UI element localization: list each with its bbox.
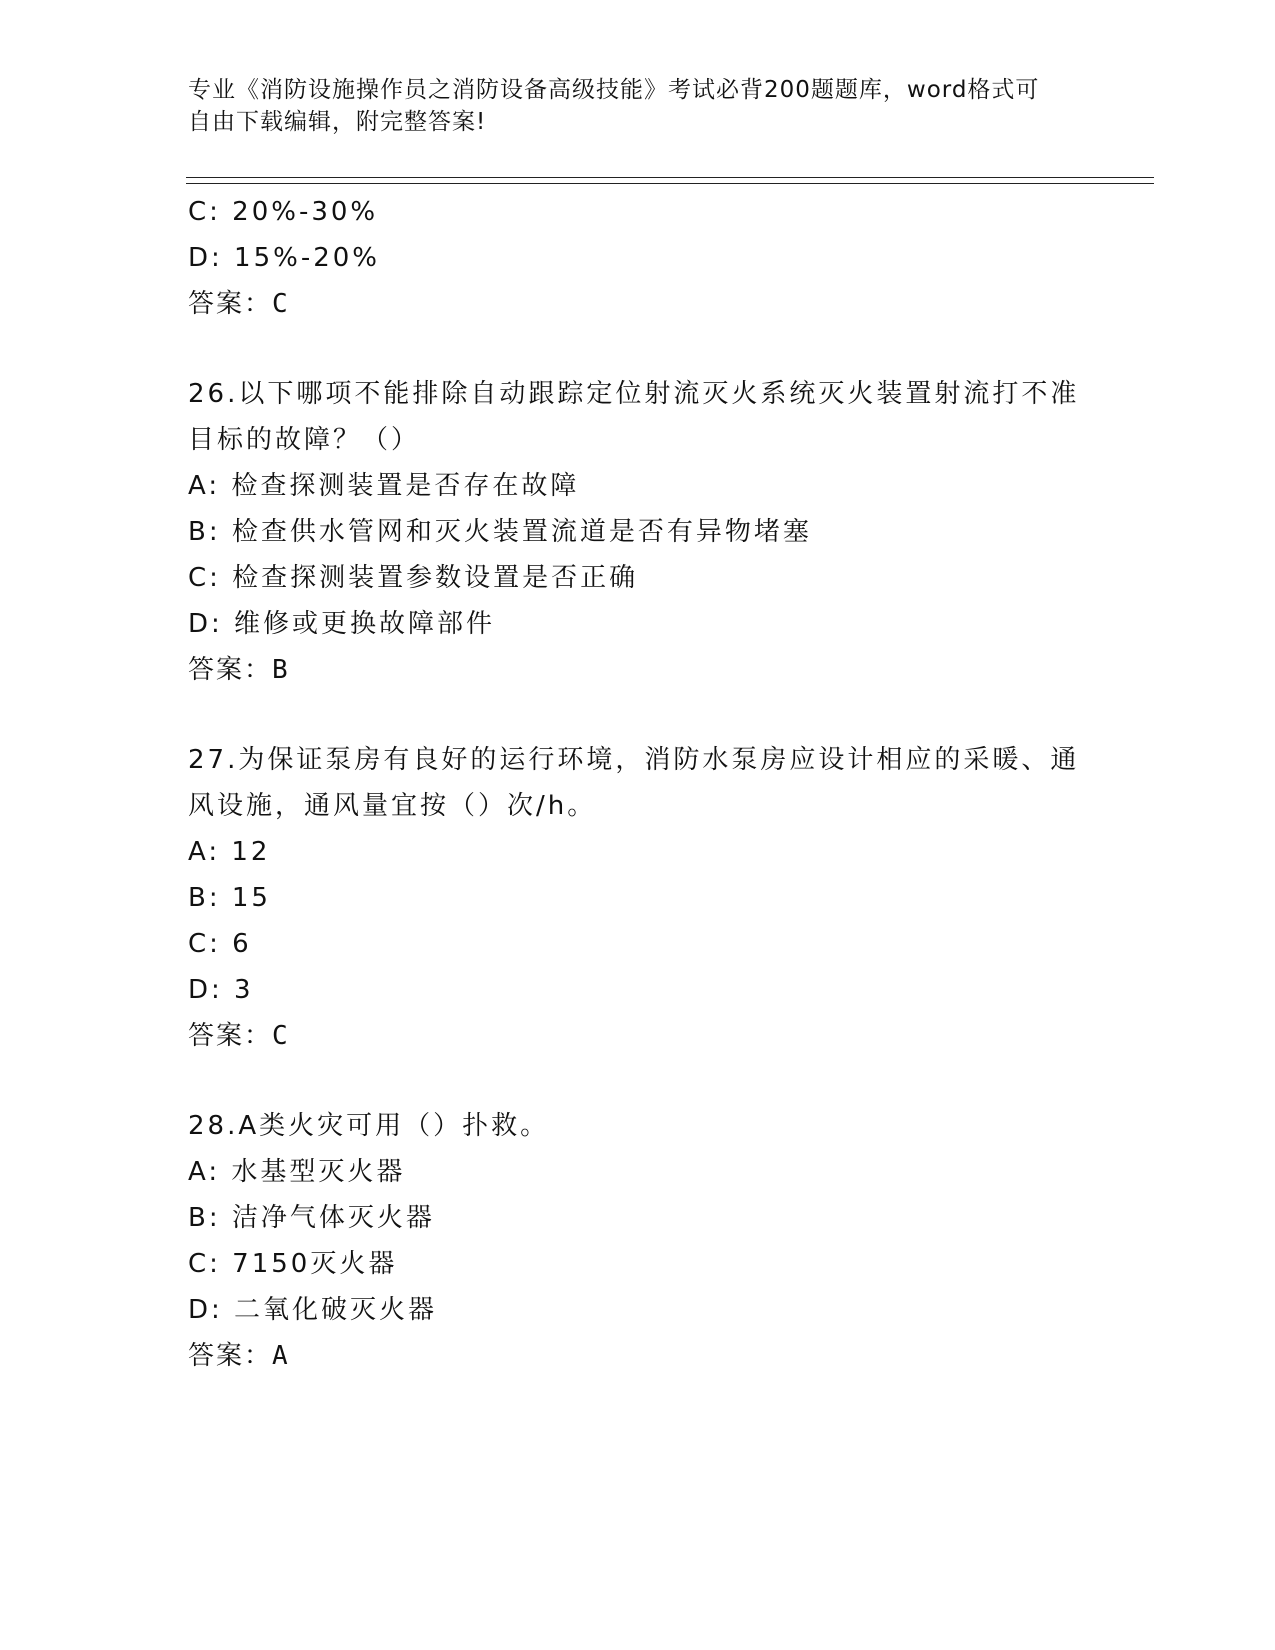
answer-label: 答案： [188,1341,273,1371]
answer-line [188,281,1108,327]
answer-value: B [272,655,290,685]
option-b: B: 检查供水管网和灭火装置流道是否有异物堵塞 [188,517,812,547]
option-c: C: 20%-30% [188,197,379,227]
question-27 [188,737,1108,1059]
option-b: B: 洁净气体灭火器 [188,1203,435,1233]
question-26 [188,371,1108,693]
question-stem-line: 风设施，通风量宜按（）次/h。 [188,791,597,821]
option-d: D: 维修或更换故障部件 [188,609,496,639]
answer-value: A [272,1341,290,1371]
option-a: A: 水基型灭火器 [188,1157,406,1187]
option-b: B: 15 [188,883,271,913]
answer-value: C [272,1021,290,1051]
option-c: C: 检查探测装置参数设置是否正确 [188,563,639,593]
answer-label: 答案： [188,655,273,685]
header-line-1: 专业《消防设施操作员之消防设备高级技能》考试必背200题题库，word格式可 [188,77,1040,103]
document-header [188,74,1068,138]
option-c: C: 7150灭火器 [188,1249,398,1279]
question-stem-line: 28.A类火灾可用（）扑救。 [188,1111,550,1141]
question-stem-line: 27.为保证泵房有良好的运行环境，消防水泵房应设计相应的采暖、通 [188,745,1080,775]
answer-value: C [272,289,290,319]
question-28 [188,1103,1108,1379]
question-stem-line: 26.以下哪项不能排除自动跟踪定位射流灭火系统灭火装置射流打不准 [188,379,1080,409]
option-c: C: 6 [188,929,252,959]
option-d: D: 3 [188,975,254,1005]
header-divider [186,177,1154,184]
answer-line [188,647,1108,693]
option-a: A: 12 [188,837,271,867]
option-d: D: 二氧化破灭火器 [188,1295,438,1325]
option-a: A: 检查探测装置是否存在故障 [188,471,580,501]
carryover-question [188,189,1108,327]
answer-line [188,1333,1108,1379]
header-line-2: 自由下载编辑，附完整答案! [188,109,487,135]
option-d: D: 15%-20% [188,243,381,273]
document-body [188,189,1108,1379]
answer-label: 答案： [188,1021,273,1051]
answer-label: 答案： [188,289,273,319]
answer-line [188,1013,1108,1059]
question-stem-line: 目标的故障？（） [188,425,421,455]
